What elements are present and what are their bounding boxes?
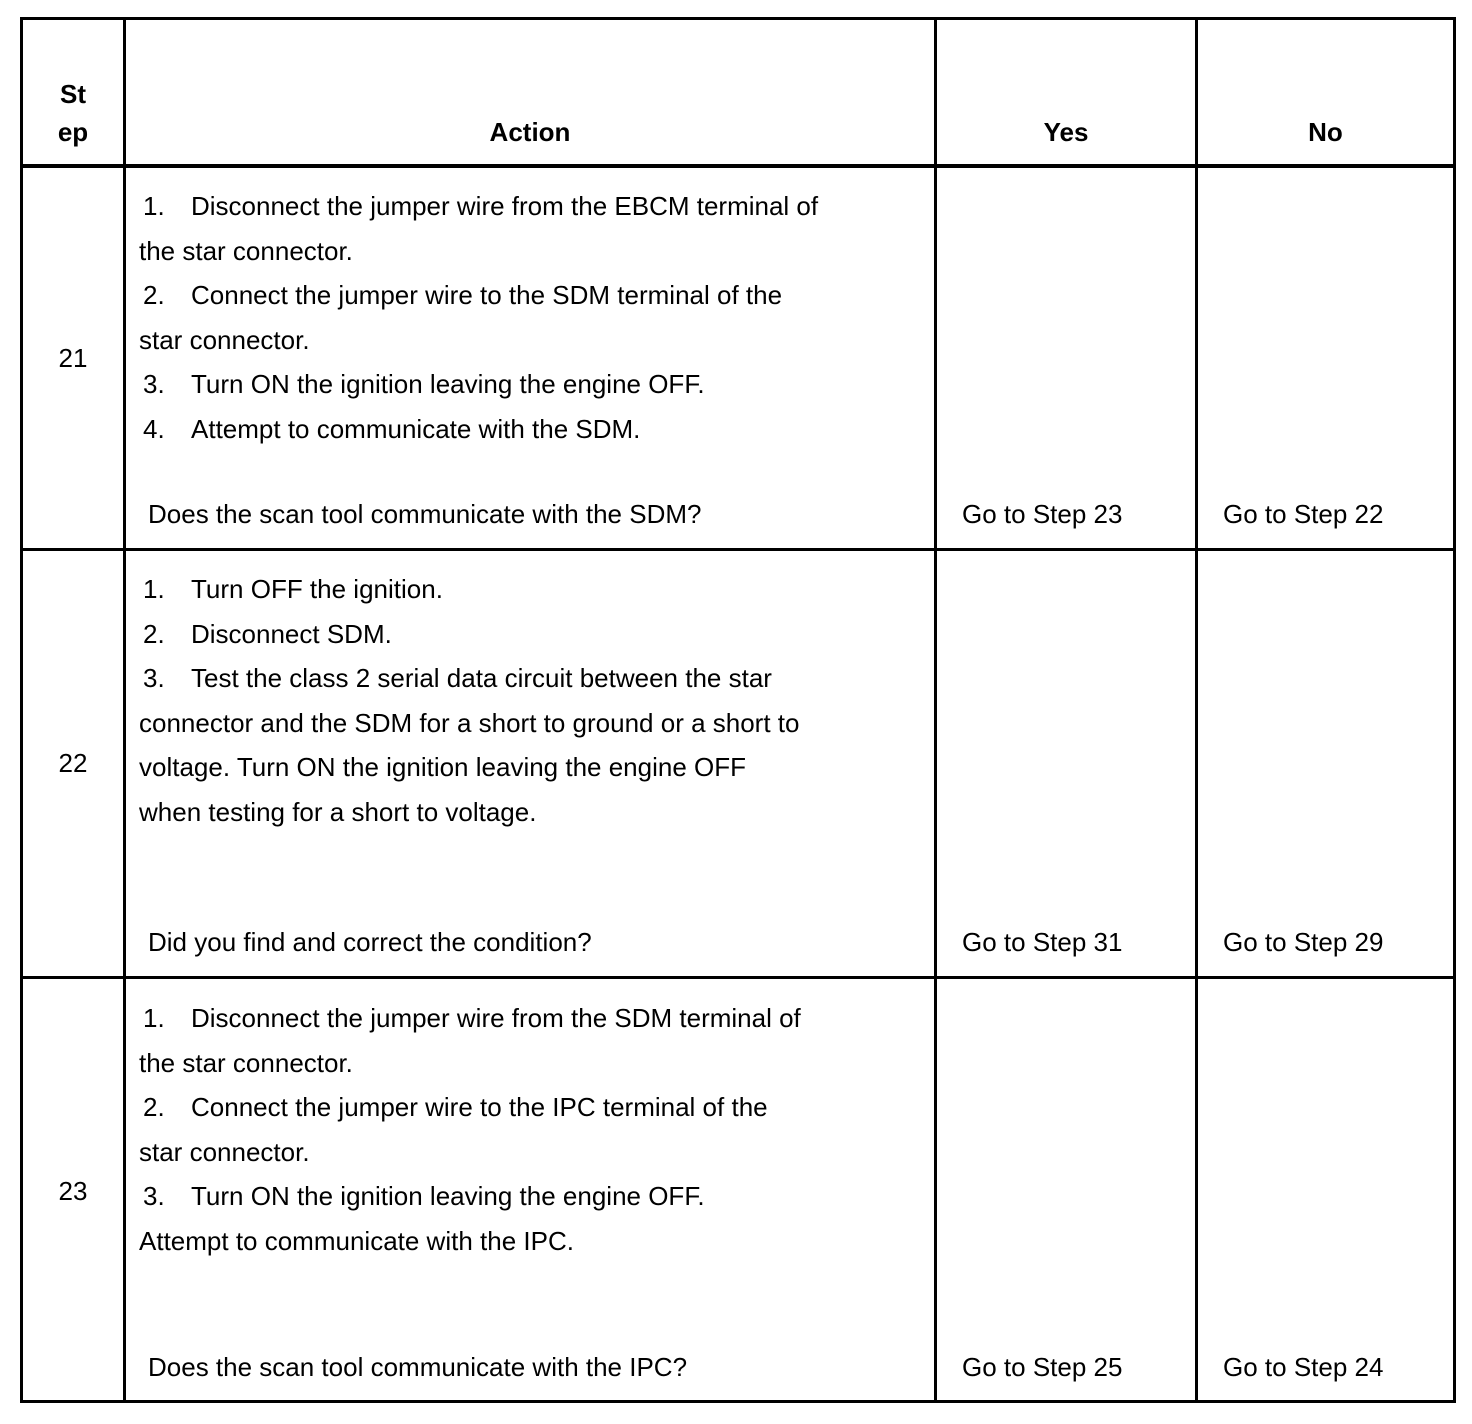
yes-goto: Go to Step 31 — [962, 927, 1123, 957]
column-divider — [1195, 20, 1198, 1400]
action-line: 2. Connect the jumper wire to the IPC terminal of the — [143, 1092, 768, 1122]
action-line: when testing for a short to voltage. — [139, 796, 537, 827]
action-question: Does the scan tool communicate with the SDM? — [148, 499, 702, 529]
action-line: voltage. Turn ON the ignition leaving the engine OFF — [139, 752, 747, 782]
step-number: 22 — [58, 748, 88, 778]
row-divider — [23, 976, 1453, 979]
action-line: 2. Disconnect SDM. — [143, 618, 392, 649]
action-question: Does the scan tool communicate with the IPC? — [148, 1352, 688, 1382]
action-line: 3. Turn ON the ignition leaving the engine OFF. — [143, 369, 705, 399]
step-number: 23 — [58, 1176, 88, 1206]
step-number: 21 — [58, 343, 88, 373]
no-goto: Go to Step 24 — [1223, 1352, 1384, 1382]
action-line: 3. Test the class 2 serial data circuit between the star — [143, 663, 772, 693]
header-no: No — [1308, 117, 1343, 147]
action-line: the star connector. — [139, 1047, 353, 1078]
action-line: star connector. — [139, 324, 310, 355]
action-line: the star connector. — [139, 235, 353, 266]
no-goto: Go to Step 29 — [1223, 927, 1384, 957]
header-step-line1: St — [60, 79, 86, 109]
column-divider — [934, 20, 937, 1400]
action-line: 4. Attempt to communicate with the SDM. — [143, 413, 641, 444]
action-line: 2. Connect the jumper wire to the SDM terminal of the — [143, 280, 783, 310]
action-question: Did you find and correct the condition? — [148, 927, 592, 957]
action-steps — [139, 996, 801, 1263]
header-step — [23, 75, 123, 151]
action-line: connector and the SDM for a short to ground or a short to — [139, 707, 800, 738]
yes-goto: Go to Step 23 — [962, 499, 1123, 529]
action-line: Attempt to communicate with the IPC. — [139, 1225, 574, 1256]
action-line: star connector. — [139, 1136, 310, 1167]
action-line: 1. Turn OFF the ignition. — [143, 574, 443, 604]
action-line: 1. Disconnect the jumper wire from the EBCM terminal of — [143, 191, 819, 221]
header-step-line2: ep — [57, 117, 89, 147]
no-goto: Go to Step 22 — [1223, 499, 1384, 529]
header-action: Action — [489, 117, 571, 147]
action-steps — [139, 184, 818, 451]
column-divider — [123, 20, 126, 1400]
action-line: 3. Turn ON the ignition leaving the engine OFF. — [143, 1181, 705, 1211]
row-divider — [23, 548, 1453, 551]
diagnostic-table — [20, 17, 1456, 1403]
action-line: 1. Disconnect the jumper wire from the SDM terminal of — [143, 1003, 801, 1033]
header-divider — [23, 164, 1453, 168]
action-steps — [139, 567, 799, 834]
yes-goto: Go to Step 25 — [962, 1352, 1123, 1382]
header-yes: Yes — [1043, 117, 1089, 147]
